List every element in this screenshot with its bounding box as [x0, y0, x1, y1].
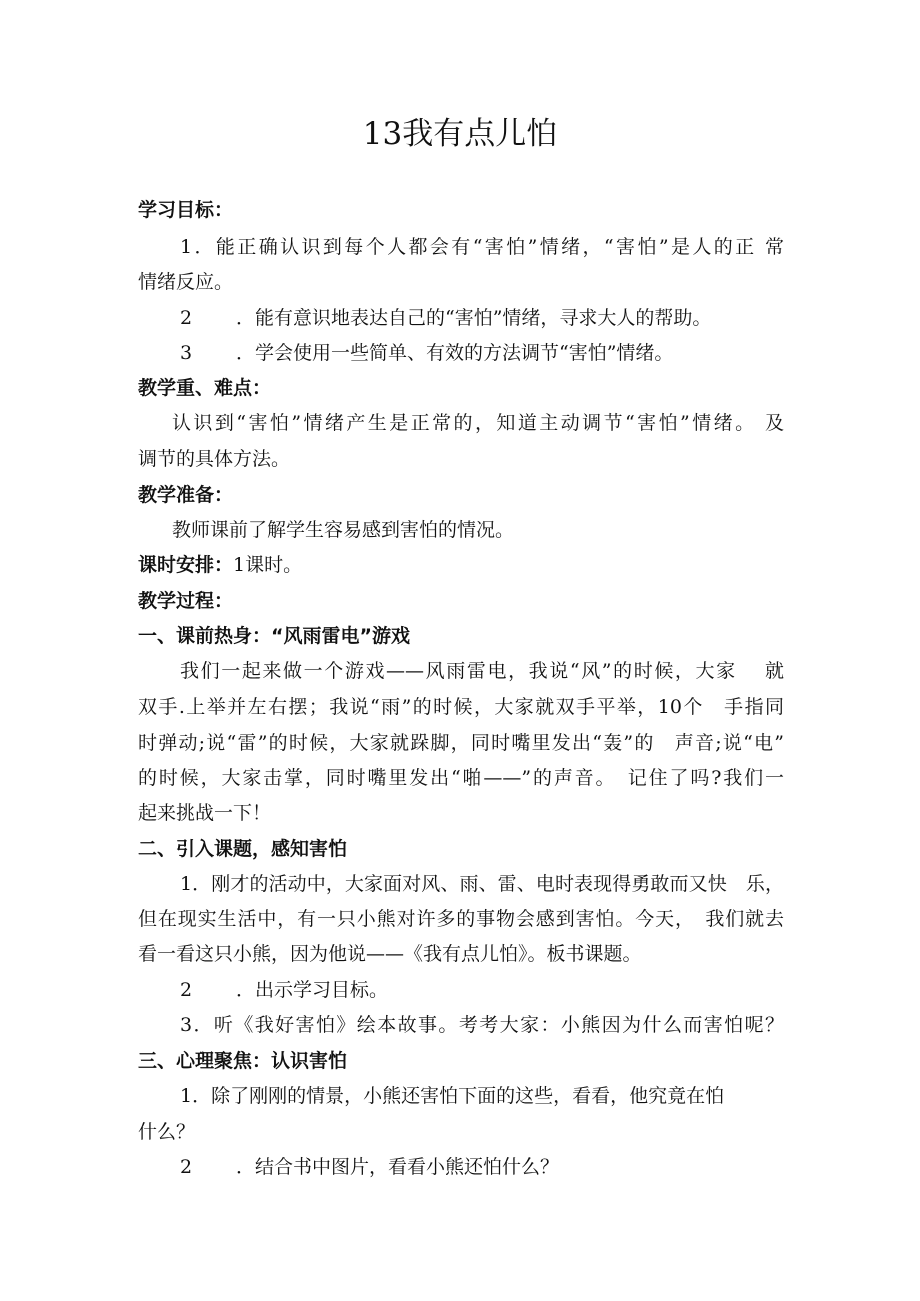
objectives-heading: 学习目标：: [138, 199, 234, 221]
section-3-item-2-text: ．结合书中图片，看看小熊还怕什么？: [236, 1156, 560, 1178]
section-1-text-2: 双手.上举并左右摆；我说“雨”的时候，大家就双手平举，10个 手指同: [138, 696, 784, 718]
section-3-heading: 三、心理聚焦：认识害怕: [138, 1050, 348, 1072]
section-2-item-2: [180, 976, 388, 1004]
objective-2-text: ．能有意识地表达自己的“害怕”情绪，寻求大人的帮助。: [236, 307, 712, 329]
process-heading: 教学过程：: [138, 590, 234, 612]
section-3-item-2: [180, 1153, 559, 1181]
objective-1-text: 1．能正确认识到每个人都会有“害怕”情绪，“害怕”是人的正 常: [180, 236, 784, 258]
objective-3: [180, 339, 673, 367]
section-2-item-2-number: 2: [180, 979, 193, 1001]
section-2-item-1-text-1: 1．刚才的活动中，大家面对风、雨、雷、电时表现得勇敢而又快 乐，: [180, 873, 784, 895]
key-points-heading: 教学重、难点：: [138, 377, 272, 399]
section-1-text-4: 的时候，大家击掌，同时嘴里发出“啪——”的声音。 记住了吗?我们一: [138, 767, 784, 789]
key-points-text: 认识到“害怕”情绪产生是正常的，知道主动调节“害怕”情绪。 及: [172, 412, 784, 434]
section-1-line-1: [180, 657, 784, 685]
objective-2: [180, 304, 711, 332]
section-2-item-1-text-2: 但在现实生活中，有一只小熊对许多的事物会感到害怕。今天， 我们就去: [138, 908, 784, 930]
schedule-text: 1课时。: [233, 554, 303, 576]
key-points-line-2: 调节的具体方法。: [138, 448, 291, 470]
section-1-text-3: 时弹动;说“雷”的时候，大家就跺脚，同时嘴里发出“轰”的 声音;说“电”: [138, 732, 784, 754]
section-1-line-5: 起来挑战一下！: [138, 802, 272, 824]
preparation-text: 教师课前了解学生容易感到害怕的情况。: [172, 519, 515, 541]
section-3-item-2-number: 2: [180, 1156, 193, 1178]
section-2-item-3: [180, 1011, 784, 1039]
section-1-text-1: 我们一起来做一个游戏——风雨雷电，我说“风”的时候，大家 就: [180, 660, 784, 682]
objective-2-number: 2: [180, 307, 193, 329]
section-1-line-3: [138, 729, 784, 757]
objective-3-text: ．学会使用一些简单、有效的方法调节“害怕”情绪。: [236, 342, 674, 364]
section-2-heading: 二、引入课题，感知害怕: [138, 838, 348, 860]
schedule-line: [138, 551, 302, 579]
section-3-item-1-line-2: 什么？: [138, 1121, 196, 1143]
section-1-line-2: [138, 693, 784, 721]
preparation-heading: 教学准备：: [138, 484, 234, 506]
section-1-line-4: [138, 764, 784, 792]
schedule-heading: 课时安排：: [138, 554, 234, 576]
section-2-item-1-line-3: 看一看这只小熊，因为他说——《我有点儿怕》。板书课题。: [138, 943, 642, 965]
objective-3-number: 3: [180, 342, 193, 364]
section-1-heading: 一、课前热身：“风雨雷电”游戏: [138, 625, 410, 647]
section-2-item-1-line-1: [180, 870, 784, 898]
section-2-item-2-text: ．出示学习目标。: [236, 979, 389, 1001]
key-points-line-1: [172, 409, 784, 437]
page-title: 13我有点儿怕: [362, 116, 558, 152]
section-2-item-3-text: 3．听《我好害怕》绘本故事。考考大家：小熊因为什么而害怕呢？: [180, 1014, 784, 1036]
section-3-item-1-line-1: 1．除了刚刚的情景，小熊还害怕下面的这些，看看，他究竟在怕: [180, 1085, 725, 1107]
section-2-item-1-line-2: [138, 905, 784, 933]
objective-1-line-1: [180, 233, 784, 261]
objective-1-line-2: 情绪反应。: [138, 271, 234, 293]
